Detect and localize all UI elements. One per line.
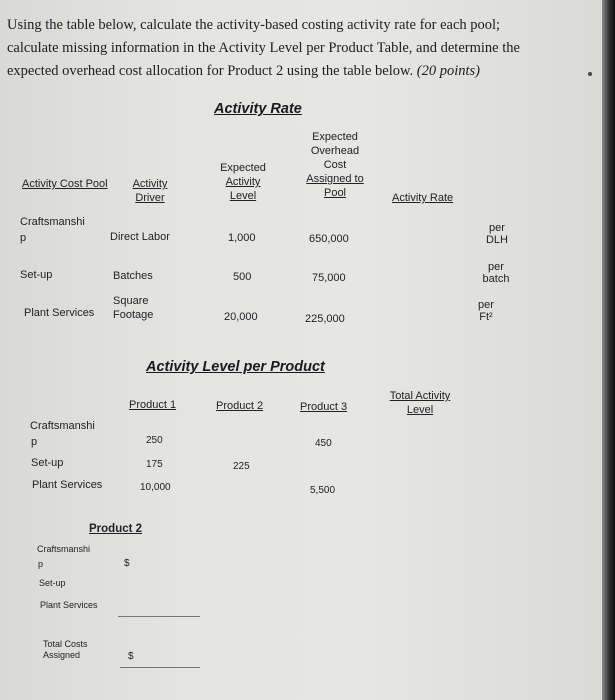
p2-craftsmanship-a: Craftsmanshi — [37, 544, 91, 554]
header-cost-line-3: Cost — [323, 159, 347, 171]
instructions-line-2: calculate missing information in the Activity Level per Product Table, and determine the — [7, 40, 520, 56]
header-expected-activity-level — [212, 161, 274, 203]
header-level-line-1: Expected — [220, 162, 266, 174]
header-cost-line-2: Overhead — [310, 145, 360, 157]
header-activity-driver-label: Activity Driver — [132, 178, 168, 204]
product-2-title: Product 2 — [89, 523, 143, 535]
driver-batches: Batches — [113, 270, 153, 282]
p2-total-line — [120, 667, 200, 668]
rate-unit-dlh-a: per — [489, 222, 505, 234]
rate-unit-batch-a: per — [488, 261, 504, 273]
points-label: (20 points) — [416, 63, 480, 79]
header-total-activity-level — [380, 389, 460, 417]
p2-craftsmanship-b: p — [38, 559, 44, 569]
instructions-line-3 — [7, 60, 567, 83]
header-activity-rate: Activity Rate — [392, 192, 454, 204]
instructions-line-1: Using the table below, calculate the activity-based costing activity rate for each pool; — [7, 17, 501, 33]
level-setup-p1: 175 — [146, 459, 163, 470]
header-product-1: Product 1 — [129, 399, 177, 411]
instructions-line-3-main: expected overhead cost allocation for Product 2 using the table below. — [7, 63, 414, 79]
level-plant-services: 20,000 — [224, 311, 258, 323]
pool-plant-services: Plant Services — [24, 307, 95, 319]
level-craftsmanship-p1: 250 — [146, 435, 163, 446]
activity-rate-title: Activity Rate — [214, 101, 302, 117]
instructions-text — [7, 14, 567, 83]
rate-unit-dlh — [476, 222, 518, 246]
p2-plant-services: Plant Services — [40, 600, 98, 610]
pool-craftsmanship-a: Craftsmanshi — [20, 216, 85, 228]
level-setup-p2: 225 — [233, 461, 250, 472]
header-activity-cost-pool — [20, 177, 108, 191]
header-activity-driver — [122, 177, 178, 205]
level-plant-services-p3: 5,500 — [310, 485, 336, 496]
p2-setup: Set-up — [39, 578, 66, 588]
p2-total-costs-a: Total Costs — [43, 639, 88, 649]
page-shadow-edge — [602, 0, 615, 700]
p2-subtotal-line — [118, 616, 200, 617]
level-row-craftsmanship-b: p — [31, 436, 38, 448]
level-setup: 500 — [233, 271, 252, 283]
cost-craftsmanship: 650,000 — [309, 233, 349, 245]
rate-unit-batch-b: batch — [482, 273, 510, 285]
speck — [588, 72, 592, 76]
cost-setup: 75,000 — [312, 272, 346, 284]
level-row-craftsmanship-a: Craftsmanshi — [30, 420, 95, 432]
cost-plant-services: 225,000 — [305, 313, 345, 325]
header-product-3: Product 3 — [300, 401, 348, 413]
header-expected-overhead-cost — [296, 130, 374, 200]
p2-total-costs-b: Assigned — [43, 650, 81, 660]
rate-unit-dlh-b: DLH — [485, 234, 508, 246]
rate-unit-ft2-b: Ft² — [479, 311, 493, 323]
level-craftsmanship: 1,000 — [228, 232, 256, 244]
header-product-2: Product 2 — [216, 400, 264, 412]
level-row-plant-services: Plant Services — [32, 479, 103, 491]
pool-craftsmanship-b: p — [20, 232, 27, 244]
rate-unit-batch — [474, 261, 518, 285]
rate-unit-ft2-a: per — [478, 299, 494, 311]
p2-total-dollar: $ — [128, 651, 134, 662]
rate-unit-ft2 — [474, 299, 498, 323]
level-plant-services-p1: 10,000 — [140, 482, 171, 493]
pool-setup: Set-up — [20, 269, 53, 281]
header-cost-line-4: Assigned to Pool — [306, 173, 364, 199]
driver-square-a: Square — [113, 295, 149, 307]
header-total-activity-level-label: Total Activity Level — [389, 390, 451, 416]
level-craftsmanship-p3: 450 — [315, 438, 332, 449]
activity-level-title: Activity Level per Product — [146, 359, 325, 375]
header-cost-line-1: Expected — [312, 131, 358, 143]
level-row-setup: Set-up — [31, 457, 64, 469]
header-level-line-2: Activity Level — [225, 176, 261, 202]
header-activity-cost-pool-label: Activity Cost Pool — [22, 178, 108, 190]
driver-direct-labor: Direct Labor — [110, 231, 170, 243]
driver-square-b: Footage — [113, 309, 154, 321]
p2-craftsmanship-dollar: $ — [124, 558, 130, 569]
